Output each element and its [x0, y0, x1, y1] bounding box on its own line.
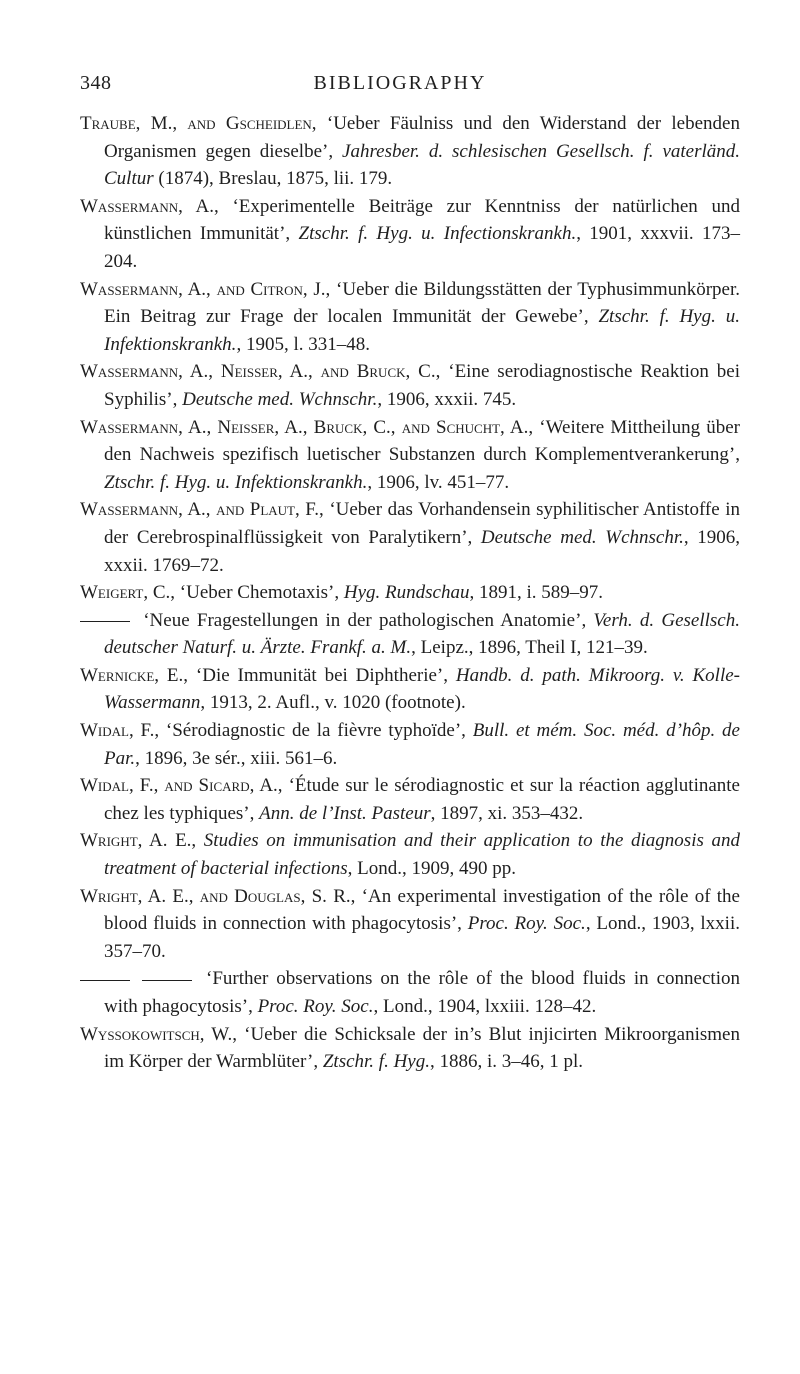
page-header	[0, 72, 800, 102]
entry-journal: Deutsche med. Wchnschr.	[182, 388, 378, 410]
page-number: 348	[80, 72, 112, 94]
bibliography-entry	[80, 772, 740, 827]
entry-journal: Handb. d. path. Mikroorg. v. Kolle-Wassermann	[104, 664, 740, 714]
entry-details: , Lond., 1903, lxxii. 357–70.	[104, 913, 740, 962]
entry-title: ‘Sérodiagnostic de la fièvre typhoïde’,	[159, 720, 473, 742]
entry-journal: Ztschr. f. Hyg. u. Infectionskrankh.	[298, 223, 577, 245]
bibliography-entry	[80, 607, 740, 662]
entry-author: Wassermann, A., Neisser, A., and Bruck, C.,	[80, 361, 441, 383]
entry-title: ‘Experimentelle Beiträge zur Kenntniss der natürlichen und künstlichen Immunität’,	[104, 195, 740, 245]
bibliography-entry	[80, 827, 740, 882]
entry-journal: Verh. d. Gesellsch. deutscher Naturf. u. Ärzte. Frankf. a. M.	[104, 609, 740, 659]
entry-details: , 1906, lv. 451–77.	[367, 471, 510, 493]
entry-journal: Ztschr. f. Hyg. u. Infektionskrankh.	[104, 306, 740, 355]
entry-author: Wernicke, E.,	[80, 664, 189, 686]
entry-author: Wassermann, A.,	[80, 195, 219, 217]
entry-journal: Proc. Roy. Soc.	[257, 996, 374, 1017]
entry-author: Wassermann, A., Neisser, A., Bruck, C., and Schucht, A.,	[80, 416, 534, 438]
entry-journal: Jahresber. d. schlesischen Gesellsch. f. vaterländ. Cultur	[104, 140, 741, 190]
entry-details: , 1886, i. 3–46, 1 pl.	[430, 1051, 584, 1073]
entry-author: Wassermann, A., and Citron, J.,	[80, 278, 331, 300]
entry-title: ‘Neue Fragestellungen in der pathologischen Anatomie’,	[136, 609, 594, 631]
entry-details: , 1905, l. 331–48.	[236, 333, 370, 355]
entry-author: Wyssokowitsch, W.,	[80, 1023, 237, 1045]
entry-title: ‘Ueber Fäulniss und den Widerstand der lebenden Organismen gegen dieselbe’,	[104, 113, 740, 162]
entry-details: , Lond., 1904, lxxiii. 128–42.	[373, 996, 597, 1017]
bibliography-entry	[80, 662, 740, 717]
entry-details: (1874), Breslau, 1875, lii. 179.	[153, 168, 393, 190]
entry-details: , Leipz., 1896, Theil I, 121–39.	[411, 637, 648, 659]
entry-title: ‘Étude sur le sérodiagnostic et sur la réaction agglutinante chez les typhiques’,	[104, 775, 740, 824]
bibliography-entry	[80, 965, 740, 1020]
entry-title: ‘Ueber Chemotaxis’,	[175, 582, 344, 604]
entry-details: , Lond., 1909, 490 pp.	[347, 858, 516, 880]
entry-details: , 1901, xxxvii. 173–204.	[104, 223, 741, 272]
ditto-dash	[142, 980, 192, 981]
entry-journal: Bull. et mém. Soc. méd. d’hôp. de Par.	[104, 720, 740, 769]
entry-journal: Ann. de l’Inst. Pasteur	[259, 802, 431, 824]
entry-journal: Ztschr. f. Hyg. u. Infektionskrankh.	[104, 471, 368, 493]
bibliography-entry	[80, 358, 740, 413]
entry-journal: Deutsche med. Wchnschr.	[480, 526, 684, 548]
bibliography-entry	[80, 1021, 740, 1076]
entry-title: ‘Eine serodiagnostische Reaktion bei Syphilis’,	[104, 361, 740, 410]
entry-journal: Studies on immunisation and their application to the diagnosis and treatment of bacterial infections	[104, 830, 740, 880]
bibliography-entry	[80, 110, 740, 193]
bibliography-entry	[80, 496, 740, 579]
ditto-dash	[80, 621, 130, 622]
bibliography-entry	[80, 276, 740, 359]
entry-details: , 1897, xi. 353–432.	[430, 802, 584, 824]
entry-title: ‘Die Immunität bei Diphtherie’,	[188, 664, 456, 686]
bibliography-entry	[80, 579, 740, 607]
entry-author: Wright, A. E.,	[80, 830, 197, 852]
bibliography-entry	[80, 883, 740, 966]
entry-author: Widal, F.,	[80, 720, 160, 742]
entry-title: ‘Ueber die Schicksale der in’s Blut injicirten Mikroorganismen im Körper der Warmblüter’,	[104, 1023, 740, 1073]
entry-author: Wright, A. E., and Douglas, S. R.,	[80, 885, 356, 907]
entry-author: Wassermann, A., and Plaut, F.,	[80, 499, 324, 521]
entry-details: , 1906, xxxii. 1769–72.	[104, 526, 741, 576]
entry-details: , 1913, 2. Aufl., v. 1020 (footnote).	[200, 692, 466, 714]
bibliography-list	[80, 110, 740, 1076]
entry-title: ‘Ueber die Bildungsstätten der Typhusimmunkörper. Ein Beitrag zur Frage der localen Immunität der Gewebe’,	[104, 278, 740, 328]
entry-title: ‘An experimental investigation of the rôle of the blood fluids in connection with phagocytosis’,	[104, 885, 740, 935]
entry-title	[196, 830, 204, 851]
entry-author: Traube, M., and Gscheidlen,	[80, 113, 317, 134]
entry-details: , 1891, i. 589–97.	[469, 582, 604, 604]
bibliography-entry	[80, 414, 740, 497]
entry-details: , 1896, 3e sér., xiii. 561–6.	[135, 747, 338, 769]
ditto-dash	[80, 980, 130, 981]
bibliography-entry	[80, 717, 740, 772]
entry-author: Weigert, C.,	[80, 582, 176, 604]
entry-journal: Proc. Roy. Soc.	[467, 913, 586, 935]
entry-details: , 1906, xxxii. 745.	[377, 388, 517, 410]
entry-title: ‘Ueber das Vorhandensein syphilitischer Antistoffe in der Cerebrospinalflüssigkeit von Paralytikern’,	[104, 499, 740, 548]
entry-author: Widal, F., and Sicard, A.,	[80, 775, 283, 797]
entry-title: ‘Further observations on the rôle of the blood fluids in connection with phagocytosis’,	[104, 968, 740, 1017]
entry-journal: Hyg. Rundschau	[343, 582, 470, 604]
bibliography-entry	[80, 193, 740, 276]
entry-journal: Ztschr. f. Hyg.	[322, 1051, 430, 1073]
running-title: BIBLIOGRAPHY	[313, 72, 487, 94]
entry-title: ‘Weitere Mittheilung über den Nachweis spezifisch luetischer Substanzen durch Komplementverankerung’,	[104, 416, 741, 466]
